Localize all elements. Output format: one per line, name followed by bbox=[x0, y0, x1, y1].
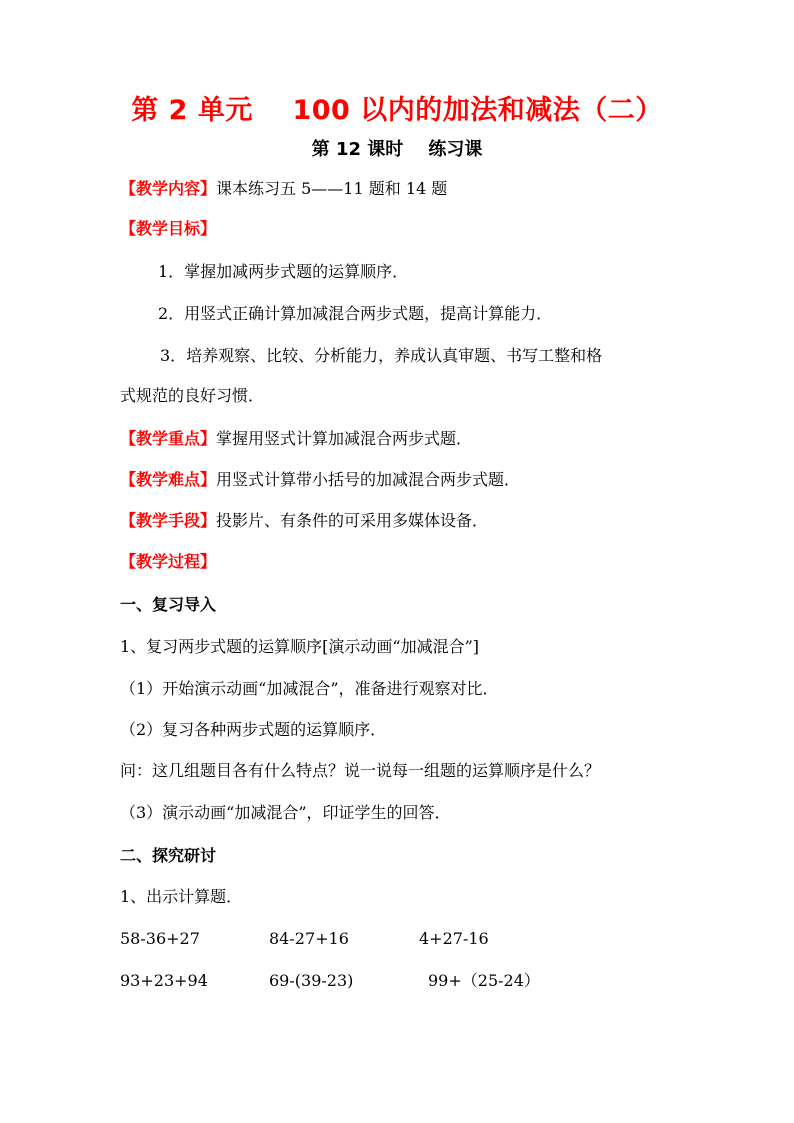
teaching-content-line bbox=[120, 178, 447, 200]
teaching-content-text: 课本练习五 5——11 题和 14 题 bbox=[216, 179, 448, 198]
problem-r1-c3: 4+27-16 bbox=[419, 929, 489, 948]
part1-line-3: （2）复习各种两步式题的运算顺序． bbox=[120, 720, 387, 739]
part1-line-1: 1、复习两步式题的运算顺序[演示动画“加减混合”] bbox=[120, 637, 480, 656]
part2-heading: 二、探究研讨 bbox=[120, 846, 217, 865]
teaching-means-line bbox=[120, 510, 488, 532]
problem-r2-c1: 93+23+94 bbox=[120, 971, 208, 990]
teaching-goals-line bbox=[120, 218, 216, 240]
part1-line-2: （1）开始演示动画“加减混合”，准备进行观察对比． bbox=[120, 679, 499, 698]
difficulty-label: 【教学难点】 bbox=[120, 470, 217, 489]
page-title: 第 2 单元 100 以内的加法和减法（二） bbox=[131, 95, 663, 126]
problem-r2-c2: 69-(39-23) bbox=[269, 971, 354, 990]
goal-item-2: 2．用竖式正确计算加减混合两步式题，提高计算能力． bbox=[158, 304, 553, 323]
teaching-process-line bbox=[120, 551, 216, 573]
goal-item-1: 1．掌握加减两步式题的运算顺序． bbox=[158, 262, 409, 281]
lesson-subtitle: 第 12 课时 练习课 bbox=[311, 139, 483, 160]
problem-r2-c3: 99+（25-24） bbox=[428, 971, 540, 990]
part1-line-5: （3）演示动画“加减混合”，印证学生的回答． bbox=[120, 803, 451, 822]
part1-heading: 一、复习导入 bbox=[120, 595, 217, 614]
part2-intro: 1、出示计算题． bbox=[120, 887, 243, 906]
teaching-means-label: 【教学手段】 bbox=[120, 511, 217, 530]
difficulty-line bbox=[120, 469, 520, 491]
problem-r1-c2: 84-27+16 bbox=[269, 929, 349, 948]
goal-item-3-continued: 式规范的良好习惯． bbox=[120, 386, 265, 405]
key-point-text: 掌握用竖式计算加减混合两步式题． bbox=[216, 429, 473, 448]
problem-r1-c1: 58-36+27 bbox=[120, 929, 200, 948]
goal-item-3: 3．培养观察、比较、分析能力，养成认真审题、书写工整和格 bbox=[160, 346, 603, 365]
key-point-line bbox=[120, 428, 472, 450]
teaching-content-label: 【教学内容】 bbox=[120, 179, 217, 198]
teaching-means-text: 投影片、有条件的可采用多媒体设备． bbox=[216, 511, 489, 530]
part1-question: 问：这几组题目各有什么特点？说一说每一组题的运算顺序是什么？ bbox=[120, 761, 601, 780]
key-point-label: 【教学重点】 bbox=[120, 429, 217, 448]
difficulty-text: 用竖式计算带小括号的加减混合两步式题． bbox=[216, 470, 521, 489]
teaching-goals-label: 【教学目标】 bbox=[120, 219, 217, 238]
teaching-process-label: 【教学过程】 bbox=[120, 552, 217, 571]
